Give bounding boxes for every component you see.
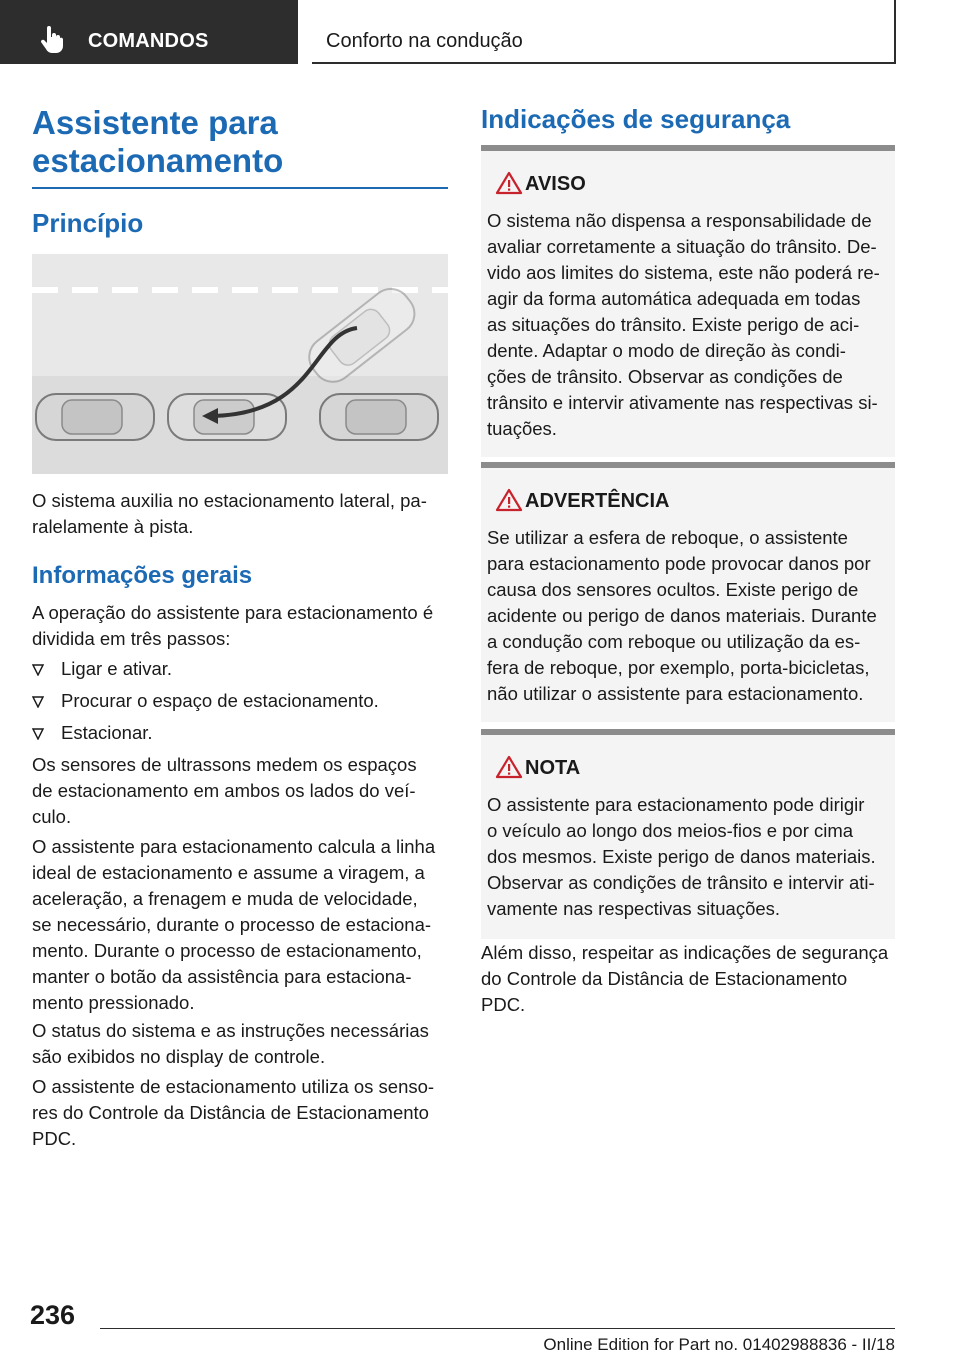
- warning-triangle-icon: [495, 488, 523, 512]
- edition-info: Online Edition for Part no. 01402988836 - II/18: [543, 1335, 895, 1354]
- warning-triangle-icon: [495, 171, 523, 195]
- section-title: COMANDOS: [88, 30, 209, 52]
- chapter-title: Conforto na condução: [326, 30, 523, 52]
- advertencia-text: Se utilizar a esfera de reboque, o assistente para estacionamento pode provocar danos por causa dos sensores ocultos. Existe perigo de acidente ou perigo de danos materiais. Durante a condução com reboque ou utilização da es- fera de reboque, por exemplo, porta-bicicletas, não utilizar o assistente para estacionamento.: [487, 527, 877, 704]
- hand-pointer-icon: [40, 26, 64, 54]
- aviso-text: O sistema não dispensa a responsabilidade de avaliar corretamente a situação do trânsito. De- vido aos limites do sistema, este não poderá re- agir da forma automática adequada em todas as situações do trânsito. Existe perigo de aci- dente. Adaptar o modo de direção às condi- ções de trânsito. Observar as condições de trânsito e intervir ativamente nas respectivas si- tuações.: [487, 210, 880, 439]
- parking-diagram: [32, 254, 448, 474]
- paragraph-pdc: O assistente de estacionamento utiliza os senso- res do Controle da Distância de Estacionamento PDC.: [32, 1076, 435, 1149]
- advertencia-label: ADVERTÊNCIA: [525, 490, 670, 512]
- triangle-bullet-icon: [32, 664, 44, 676]
- triangle-bullet-icon: [32, 696, 44, 708]
- heading-informacoes-gerais: Informações gerais: [32, 562, 253, 589]
- chapter-tab: [312, 0, 896, 64]
- page-number: 236: [30, 1300, 76, 1330]
- nota-text: O assistente para estacionamento pode dirigir o veículo ao longo dos meios-fios e por cima dos mesmos. Existe perigo de danos materiais. Observar as condições de trânsito e intervir ati- vamente nas respectivas situações.: [487, 794, 876, 919]
- footer-divider: [100, 1328, 895, 1329]
- advertencia-box: [481, 462, 895, 722]
- parking-illustration: [32, 254, 448, 474]
- paragraph-calculo: O assistente para estacionamento calcula a linha ideal de estacionamento e assume a viragem, a aceleração, a frenagem e muda de velocidade, se necessário, durante o processo de estaciona- mento. Durante o processo de estacionamento, manter o botão da assistência para estaciona- mento pressionado.: [32, 836, 436, 1013]
- gerais-intro: A operação do assistente para estacionamento é dividida em três passos:: [32, 602, 434, 649]
- triangle-bullet-icon: [32, 728, 44, 740]
- heading-principio: Princípio: [32, 208, 144, 238]
- paragraph-sensores: Os sensores de ultrassons medem os espaços de estacionamento em ambos os lados do veí- culo.: [32, 754, 417, 827]
- nota-label: NOTA: [525, 757, 581, 779]
- parked-car-right: [320, 394, 438, 440]
- aviso-box: [481, 145, 895, 457]
- section-tab: [0, 0, 298, 64]
- page-title: Assistente para estacionamento: [32, 104, 448, 189]
- aviso-label: AVISO: [525, 173, 586, 195]
- paragraph-status: O status do sistema e as instruções necessárias são exibidos no display de controle.: [32, 1020, 429, 1067]
- nota-box: [481, 729, 895, 939]
- warning-triangle-icon: [495, 755, 523, 779]
- illustration-caption: O sistema auxilia no estacionamento lateral, pa- ralelamente à pista.: [32, 490, 427, 537]
- closing-paragraph: Além disso, respeitar as indicações de segurança do Controle da Distância de Estacionamento PDC.: [481, 942, 889, 1015]
- parked-car-left: [36, 394, 154, 440]
- heading-seguranca: Indicações de segurança: [481, 104, 791, 134]
